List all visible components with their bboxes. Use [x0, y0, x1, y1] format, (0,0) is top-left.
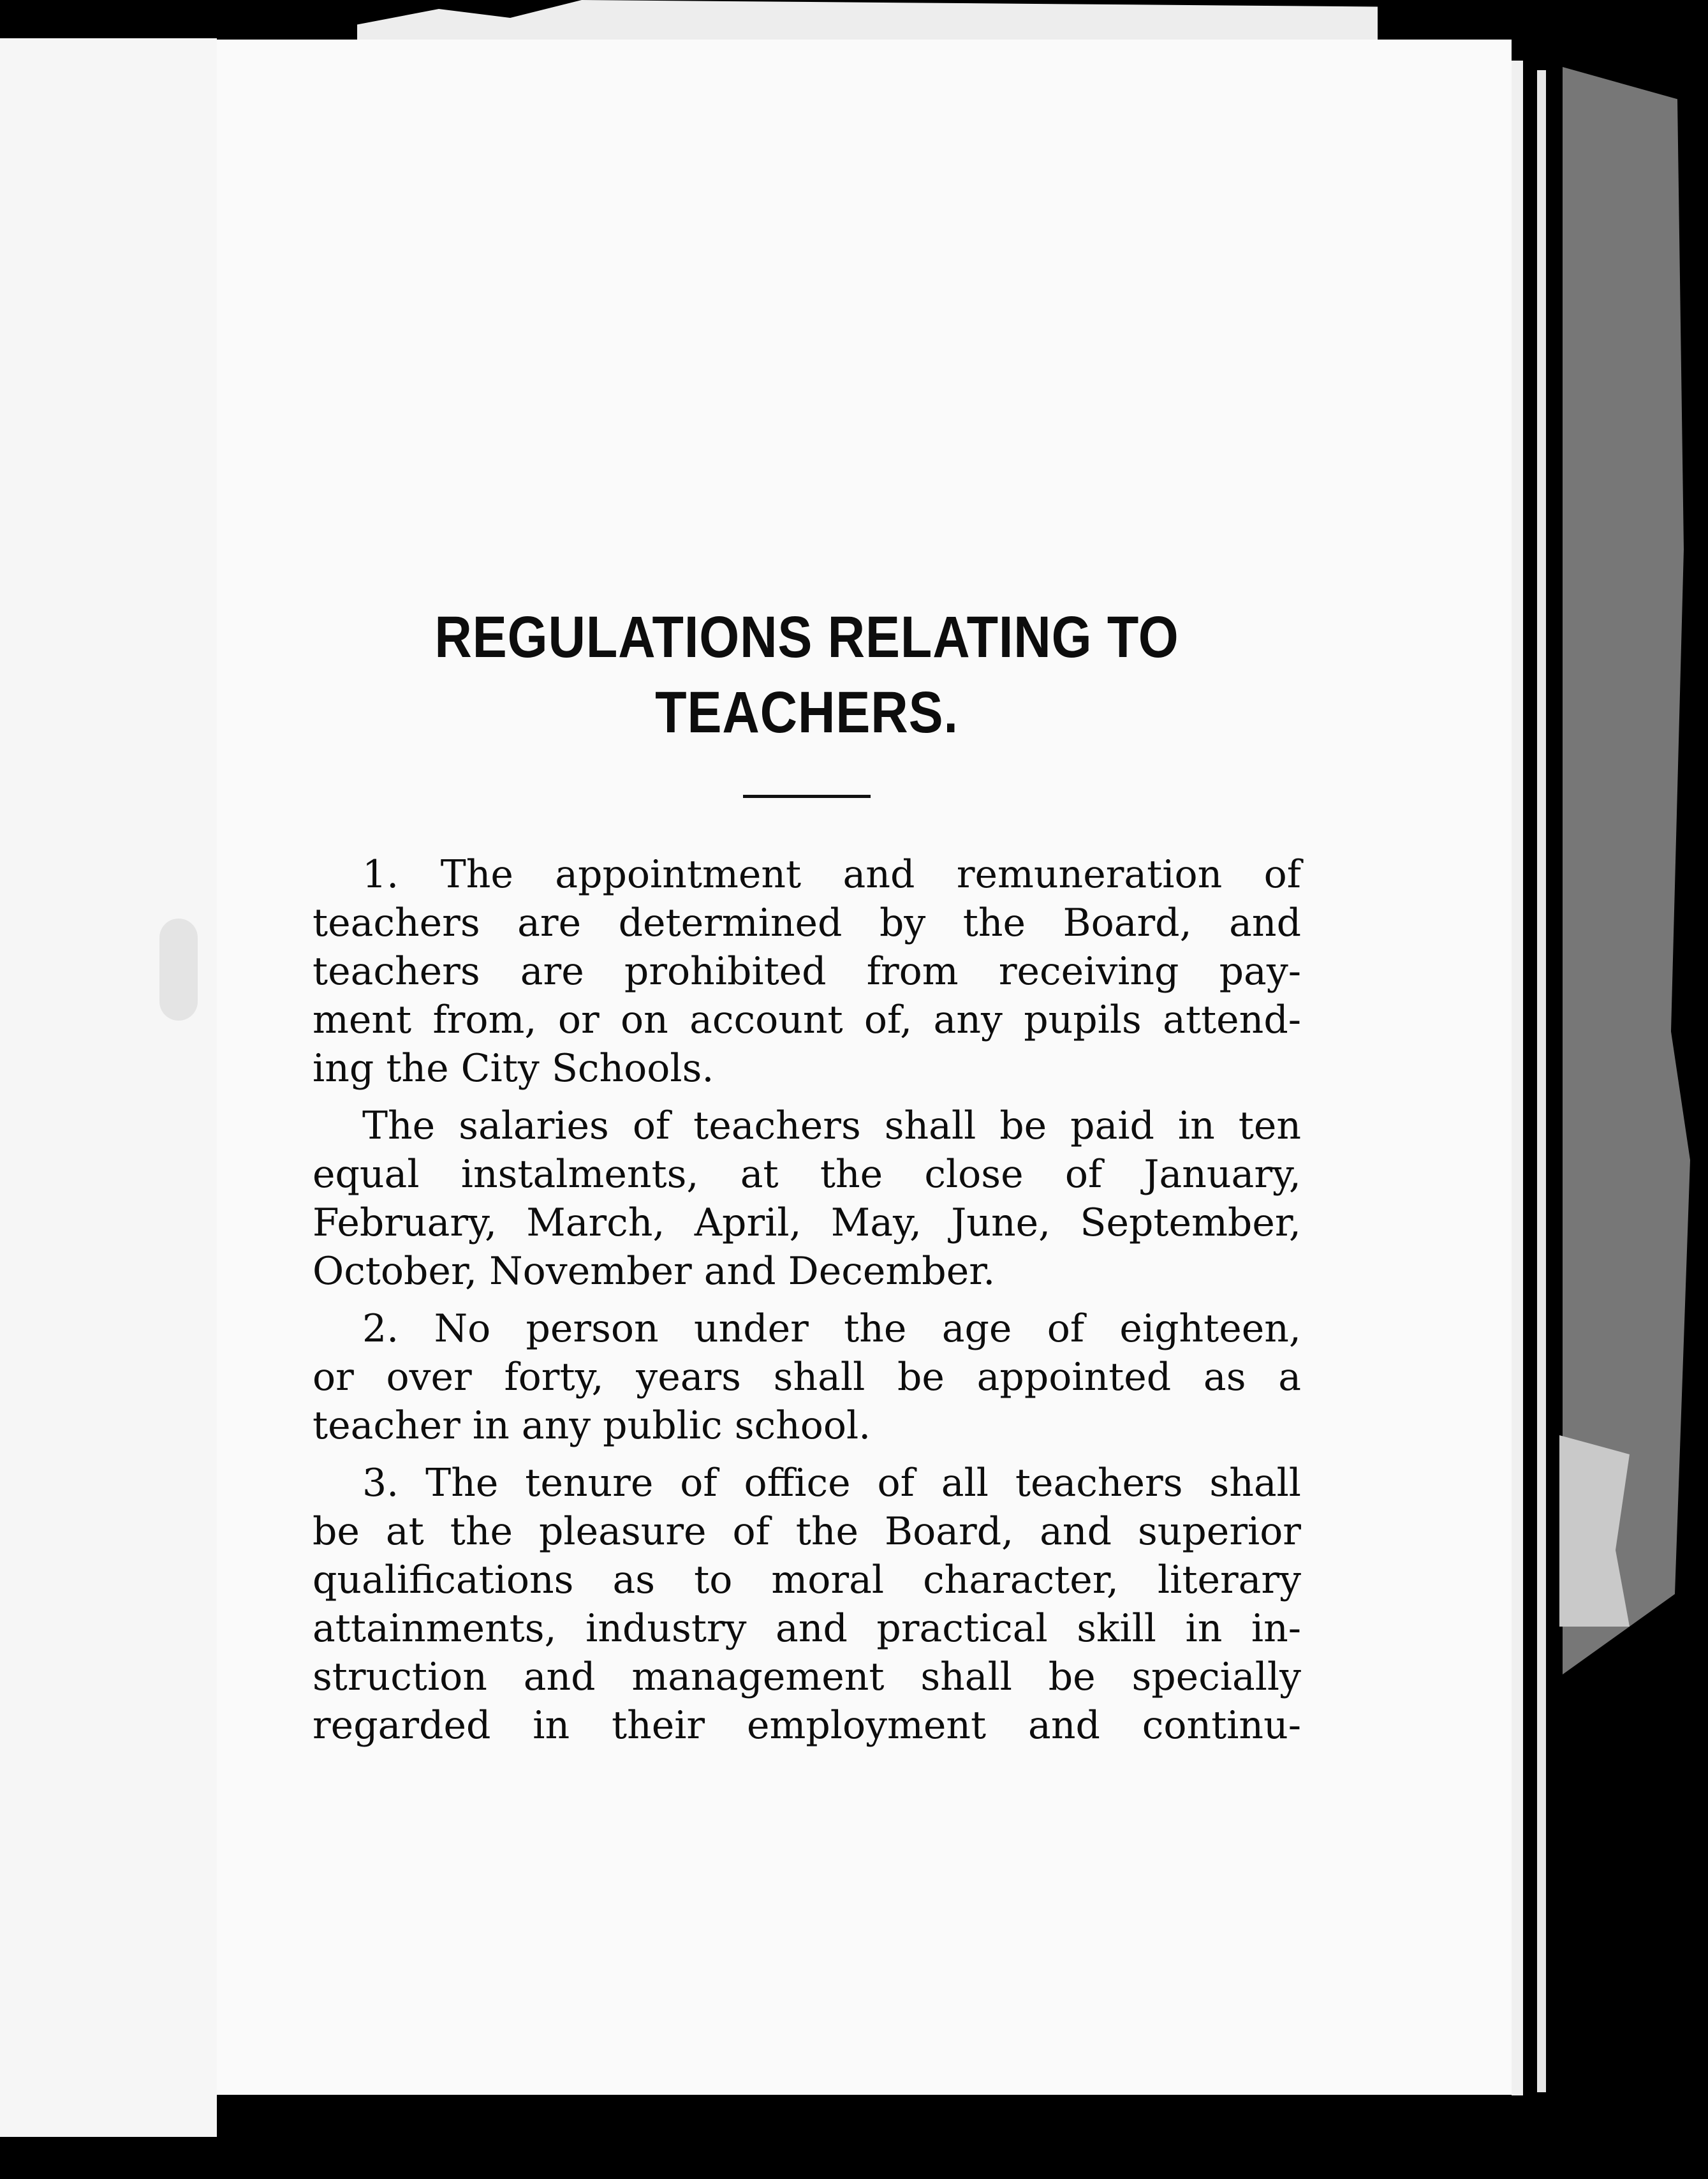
torn-page-strip — [357, 0, 1378, 45]
text-line: be at the pleasure of the Board, and superior — [313, 1509, 1301, 1554]
page-text — [313, 600, 1301, 1759]
page-edge — [1512, 61, 1523, 2095]
book-cover-edge — [1563, 67, 1690, 1674]
text-line: 1. The appointment and remuneration of — [362, 852, 1301, 897]
text-line: equal instalments, at the close of January, — [313, 1152, 1301, 1197]
text-line: 2. No person under the age of eighteen, — [362, 1306, 1301, 1351]
page-edge — [1537, 70, 1546, 2092]
title-line-2: TEACHERS. — [655, 680, 959, 745]
title-line-1: REGULATIONS RELATING TO — [434, 605, 1179, 670]
text-line: 3. The tenure of office of all teachers shall — [362, 1461, 1301, 1505]
title-divider — [743, 795, 871, 798]
text-line: February, March, April, May, June, September, — [313, 1200, 1301, 1245]
text-line: struction and management shall be specially — [313, 1655, 1301, 1699]
paragraph-4 — [313, 1459, 1301, 1750]
text-line: teachers are determined by the Board, and — [313, 901, 1301, 945]
text-line: teachers are prohibited from receiving pay- — [313, 949, 1301, 994]
document-title — [372, 600, 1242, 750]
text-line: regarded in their employment and continu- — [313, 1703, 1301, 1748]
text-line: The salaries of teachers shall be paid in ten — [362, 1104, 1301, 1148]
text-line: ing the City Schools. — [313, 1046, 714, 1091]
paragraph-3 — [313, 1304, 1301, 1450]
text-line: or over forty, years shall be appointed as a — [313, 1355, 1301, 1400]
facing-page-edge — [0, 38, 217, 2137]
text-line: October, November and December. — [313, 1249, 996, 1294]
text-line: attainments, industry and practical skill in in- — [313, 1606, 1301, 1651]
text-line: teacher in any public school. — [313, 1403, 871, 1448]
text-line: qualifications as to moral character, literary — [313, 1558, 1301, 1602]
page-stain — [159, 919, 198, 1021]
paragraph-1 — [313, 850, 1301, 1093]
text-line: ment from, or on account of, any pupils attend- — [313, 998, 1301, 1042]
paragraph-2 — [313, 1102, 1301, 1296]
